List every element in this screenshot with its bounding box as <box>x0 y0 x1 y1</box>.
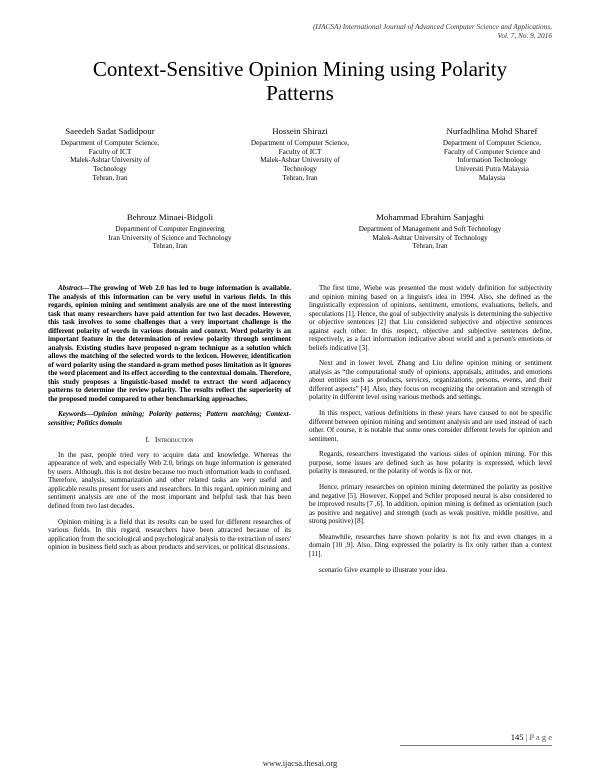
author-affiliation-line: Iran University of Science and Technology <box>108 233 232 242</box>
author-affiliation-line: Tehran, Iran <box>412 242 448 251</box>
journal-name: (IJACSA) International Journal of Advanced Computer Science and Applications, <box>312 22 552 31</box>
author-affiliation-line: Malek-Ashtar University of Technology <box>372 233 488 242</box>
page-number-value: 145 <box>510 732 524 742</box>
abstract <box>48 284 291 403</box>
author-block-5 <box>300 212 560 251</box>
author-name: Behrouz Minaei-Bidgoli <box>126 212 214 222</box>
author-affiliation-line: Department of Computer Engineering <box>115 225 225 233</box>
author-affiliation-line: Universiti Putra Malaysia <box>455 165 529 174</box>
right-column <box>309 284 552 582</box>
author-affiliation-line: Malaysia <box>478 173 506 182</box>
body-paragraph: The first time, Wiebe was presented the most widely definition for subjectivity and opinion mining based on a linguist's idea in 1994. Also, she defined as the linguistically expression of opinions, sentiment, emotions, evaluations, beliefs, and speculations [1]. Hence, the goal of subjectivity analysis is determining the subjective or objective sentences [2] that Liu considered subjective and objective sentences against each other. In this respect, objective and subjective sentences define, respectively, as a fact information indicative about world and a person's emotions or beliefs indicative [3]. <box>309 284 552 352</box>
body-paragraph: Opinion mining is a field that its results can be used for different researches of various fields. In this regard, researchers have been attracted because of its application from the sociological and psychological analysis to the extraction of users' opinion in business field such as about products and services, or political discussions. <box>48 517 291 552</box>
body-paragraph: In the past, people tried very to acquire data and knowledge. Whereas the appearance of web, and especially Web 2.0, brings on huge information is generated by users. Although, this is not desire because too much information leads to confused. Therefore, analysis, summarization and other related tasks are very useful and applicable results present for users and researchers. In this regard, opinion mining and sentiment analysis are one of the most important and helpful task that has been defined from two last decades. <box>48 450 291 510</box>
author-affiliation-line: Faculty of ICT <box>278 147 322 156</box>
author-affiliation-line: Faculty of Computer Science and <box>443 147 541 156</box>
left-column <box>48 284 291 559</box>
author-name: Nurfadhlina Mohd Sharef <box>446 126 538 136</box>
author-block-3 <box>402 126 582 183</box>
author-affiliation-line: Malek-Ashtar University of <box>260 156 340 165</box>
author-affiliation-line: Technology <box>283 165 317 174</box>
author-block-1 <box>30 126 190 183</box>
author-affiliation-line: Tehran, Iran <box>152 242 188 251</box>
abstract-text: The growing of Web 2.0 has led to huge information is available. The analysis of this information can be very useful in various fields. In this regards, opinion mining and sentiment analysis are one of the most interesting task that many researchers have paid attention for two last decades. However, this task involves to some challenges that a very important challenge is the different polarity of words in various domain and context. Word polarity is an important feature in the determination of review polarity through sentiment analysis. Existing studies have proposed n-gram technique as a solution which allows the matching of the selected words to the lexicon. However, identification of word polarity using the standard n-gram method poses limitation as it ignores the word placement and its effect according to the contextual domain. Therefore, this study proposes a linguistic-based model to extract the word adjacency patterns to determine the review polarity. The results reflect the superiority of the proposed model compared to other benchmarking approaches. <box>48 284 291 403</box>
body-paragraph: Regards, researchers investigated the various sides of opinion mining. For this purpose, some issues are defined such as how polarity is expressed, which level polarity is measured, or the polarity of words is fix or not. <box>309 450 552 476</box>
author-affiliation-line: Malek-Ashtar University of <box>70 156 150 165</box>
author-affiliation-line: Tehran, Iran <box>92 173 128 182</box>
section-heading <box>48 436 291 445</box>
keywords: Keywords—Opinion mining; Polarity patterns; Pattern matching; Context-sensitive; Politics domain <box>48 410 291 427</box>
body-paragraph: scenario Give example to illustrate your idea. <box>319 565 448 574</box>
body-paragraph: Next and in lower level, Zhang and Liu define opinion mining or sentiment analysis as “the computational study of opinions, appraisals, attitudes, and emotions about entities such as products, services, organizations, persons, events, and their different aspects” [4]. Also, they focus on recognizing the orientation and strength of polarity in different level using various methods and settings. <box>309 359 552 402</box>
author-affiliation-line: Technology <box>93 165 127 174</box>
title-line-1: Context-Sensitive Opinion Mining using Polarity <box>92 57 508 81</box>
section-number: I. <box>145 436 150 445</box>
author-affiliation-line: Department of Computer Science, <box>442 139 542 147</box>
paper-title <box>0 58 600 105</box>
author-block-2 <box>220 126 380 183</box>
section-title: Introduction <box>154 436 194 445</box>
body-paragraph: Meanwhile, researches have shown polarity is not fix and even changes in a domain [10 ,9]. Also, Ding expressed the polarity is fix only rather than a context [11]. <box>309 532 552 558</box>
author-name: Hossein Shirazi <box>272 126 328 136</box>
body-paragraph: Hence, primary researches on opinion mining determined the polarity as positive and negative [5]. However, Koppel and Schler proposed neural is also considered to be improved results [7 ,6]. In addition, opinion mining is defined as orientation (such as positive and negative) and strength (such as weak positive, middle positive, and strong positive) [8]. <box>309 483 552 526</box>
author-affiliation-line: Faculty of ICT <box>88 147 132 156</box>
body-paragraph: In this respect, various definitions in these years have caused to not be specific different between opinion mining and sentiment analysis and are used instead of each other. Of course, it is notable that some ones consider different levels for opinion and sentiment. <box>309 409 552 443</box>
footer-divider <box>400 745 552 746</box>
author-name: Mohammad Ebrahim Sanjaghi <box>376 212 484 222</box>
journal-volume: Vol. 7, No. 9, 2016 <box>497 31 552 41</box>
footer-url: www.ijacsa.thesai.org <box>262 758 338 768</box>
journal-header <box>192 22 552 41</box>
author-affiliation-line: Information Technology <box>457 156 527 165</box>
page-label: | P a g e <box>525 732 552 742</box>
author-affiliation-line: Department of Computer Science, <box>60 139 160 147</box>
author-block-4 <box>65 212 275 251</box>
author-affiliation-line: Tehran, Iran <box>282 173 318 182</box>
author-affiliation-line: Department of Management and Soft Technology <box>358 225 502 233</box>
title-line-2: Patterns <box>266 80 334 105</box>
page-number <box>511 732 552 742</box>
author-name: Saeedeh Sadat Sadidpour <box>65 126 155 136</box>
author-affiliation-line: Department of Computer Science, <box>250 139 350 147</box>
abstract-label: Abstract— <box>58 284 90 292</box>
